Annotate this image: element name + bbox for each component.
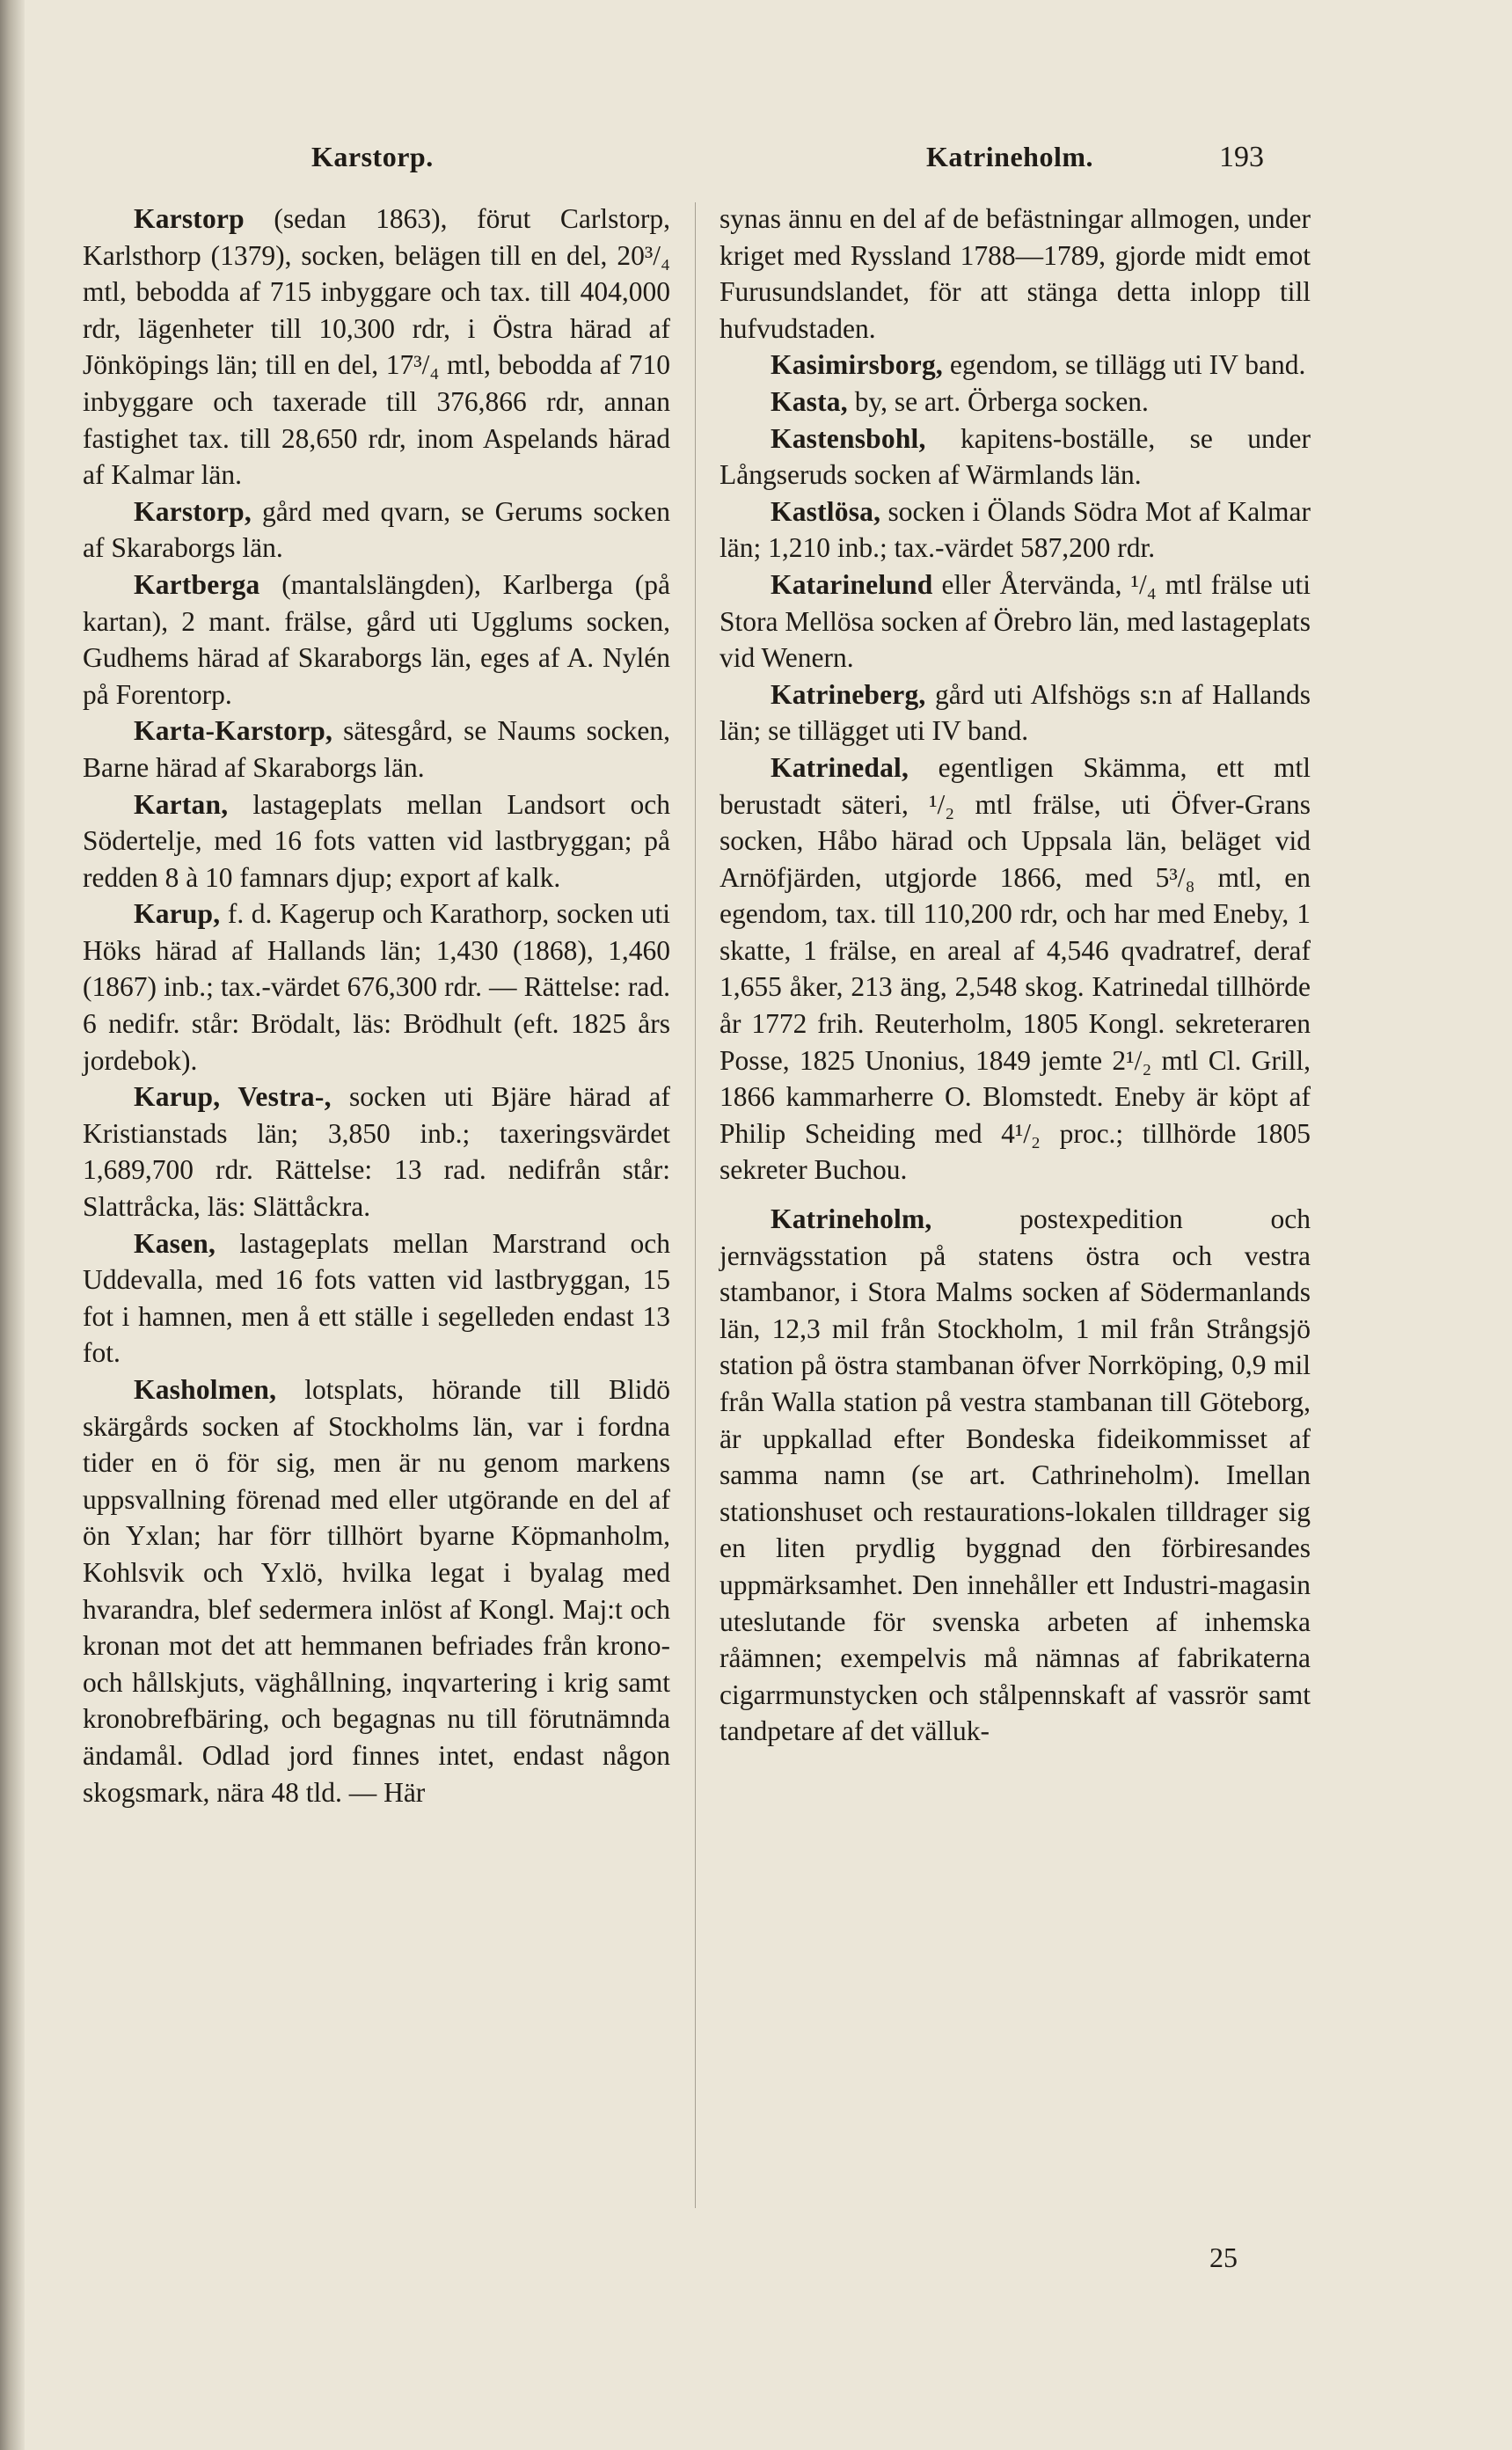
entry-kasen [83,1225,670,1371]
entry-karup [83,896,670,1079]
entry-headword: Kartan, [134,788,229,820]
header-left-keyword: Karstorp. [311,141,434,172]
entry-kasta [719,384,1311,421]
right-column [719,201,1311,1750]
entry-text: egendom, se tillägg uti IV band. [942,349,1306,381]
entry-headword: Kasta, [771,385,848,417]
entry-text: (mantalslängden), Karlberga (på kartan), 2 mant. frälse, gård uti Ugglums socken, Gudhems härad af Skaraborgs län, eges af A. Nylén på Forentorp. [83,568,670,710]
entry-headword: Katarinelund [771,568,933,600]
entry-text: lotsplats, hörande till Blidö skärgårds socken af Stockholms län, var i fordna tider en ö för sig, men är nu genom markens uppsvallning förenad med eller utgörande en del af ön Yxlan; har förr tillhört byarne Köpmanholm, Kohlsvik och Yxlö, hvilka legat i byalag med hvarandra, blef sedermera inlöst af Kongl. Maj:t och kronan mot det att hemmanen befriades från krono- och hållskjuts, väghållning, inqvartering i krig samt kronobrefbäring, och begagnas nu till förutnämnda ändamål. Odlad jord finnes intet, endast någon skogsmark, nära 48 tld. — Här [83,1374,670,1808]
entry-headword: Katrineberg, [771,678,926,710]
entry-kastlosa [719,494,1311,567]
entry-headword: Karup, [134,898,221,930]
entry-text: socken uti Bjäre härad af Kristianstads län; 3,850 inb.; taxeringsvärdet 1,689,700 rdr. Rättelse: 13 rad. nedifrån står: Slattråcka, läs: Slättåckra. [83,1081,670,1223]
entry-karstorp [83,201,670,494]
entry-kasholmen [83,1371,670,1810]
entry-headword: Kastensbohl, [771,422,926,454]
entry-headword: Kasen, [134,1227,216,1259]
entry-headword: Kasimirsborg, [771,349,943,381]
entry-katrineberg [719,676,1311,750]
entry-karup-vestra [83,1079,670,1225]
entry-headword: Katrineholm, [771,1203,932,1235]
left-column [83,201,670,1810]
column-divider [695,202,696,2208]
entry-text: synas ännu en del af de befästningar allmogen, under kriget med Ryssland 1788—1789, gjorde midt emot Furusundslandet, för att stänga detta inlopp till hufvudstaden. [719,203,1311,344]
entry-continuation [719,201,1311,347]
entry-text: lastageplats mellan Landsort och Södertelje, med 16 fots vatten vid lastbryggan; på redden 8 à 10 famnars djup; export af kalk. [83,788,670,893]
entry-text: gård med qvarn, se Gerums socken af Skaraborgs län. [83,495,670,564]
entry-text: gård uti Alfshögs s:n af Hallands län; se tillägget uti IV band. [719,678,1311,747]
entry-karstorp-gard [83,494,670,567]
entry-headword: Kastlösa, [771,495,881,527]
entry-headword: Karta-Karstorp, [134,715,333,747]
entry-text: postexpedition och jernvägsstation på statens östra och vestra stambanor, i Stora Malms socken af Södermanlands län, 12,3 mil från Stockholm, 1 mil från Strångsjö station på östra stambanan öfver Norrköping, 0,9 mil från Walla station på vestra stambanan till Göteborg, är uppkallad efter Bondeska fideikommisset af samma namn (se art. Cathrineholm). Imellan stationshuset och restaurations-lokalen tilldrager sig en liten prydlig byggnad den förbiresandes uppmärksamhet. Den innehåller ett Industri-magasin uteslutande för svenska arbeten af inhemska råämnen; exempelvis må nämnas af fabrikaterna cigarrmunstycken och stålpennskaft af vassrör samt tandpetare af det välluk- [719,1203,1311,1747]
entry-headword: Kasholmen, [134,1374,277,1405]
entry-text: sätesgård, se Naums socken, Barne härad af Skaraborgs län. [83,715,670,783]
entry-karta-karstorp [83,713,670,786]
entry-headword: Karstorp, [134,495,252,527]
signature-mark: 25 [1209,2242,1238,2273]
entry-kasimirsborg [719,347,1311,384]
page-binding-edge [0,0,25,2450]
entry-text: kapitens-boställe, se under Långseruds socken af Wärmlands län. [719,422,1311,491]
entry-headword: Katrinedal, [771,751,909,783]
entry-headword: Kartberga [134,568,260,600]
entry-katrinedal [719,750,1311,1188]
entry-katarinelund [719,567,1311,676]
header-right-keyword: Katrineholm. [926,141,1093,172]
entry-text: eller Återvända, ¹/₄ mtl frälse uti Stora Mellösa socken af Örebro län, med lastageplats vid Wenern. [719,568,1311,674]
entry-text: (sedan 1863), förut Carlstorp, Karlsthorp (1379), socken, belägen till en del, 20³/₄ mtl, bebodda af 715 inbyggare och tax. till 404,000 rdr, lägenheter till 10,300 rdr, i Östra härad af Jönköpings län; till en del, 17³/₄ mtl, bebodda af 710 inbyggare och taxerade till 376,866 rdr, annan fastighet tax. till 28,650 rdr, inom Aspelands härad af Kalmar län. [83,203,670,491]
entry-kartberga [83,567,670,713]
entry-kastensbohl [719,421,1311,494]
entry-text: f. d. Kagerup och Karathorp, socken uti Höks härad af Hallands län; 1,430 (1868), 1,460 (1867) inb.; tax.-värdet 676,300 rdr. — Rättelse: rad. 6 nedifr. står: Brödalt, läs: Brödhult (eft. 1825 års jordebok). [83,898,670,1076]
entry-katrineholm [719,1201,1311,1750]
entry-kartan [83,786,670,896]
page-number: 193 [1219,141,1264,173]
entry-text: socken i Ölands Södra Mot af Kalmar län; 1,210 inb.; tax.-värdet 587,200 rdr. [719,495,1311,564]
entry-text: by, se art. Örberga socken. [847,385,1149,417]
entry-headword: Karstorp [134,203,245,234]
entry-headword: Karup, Vestra-, [134,1081,332,1113]
running-header [84,141,1325,179]
entry-text: egentligen Skämma, ett mtl berustadt säteri, ¹/₂ mtl frälse, uti Öfver-Grans socken, Håbo härad och Uppsala län, beläget vid Arnöfjärden, utgjorde 1866, med 5³/₈ mtl, en egendom, tax. till 110,200 rdr, och har med Eneby, 1 skatte, 1 frälse, en areal af 4,546 qvadratref, deraf 1,655 åker, 213 äng, 2,548 skog. Katrinedal tillhörde år 1772 frih. Reuterholm, 1805 Kongl. sekreteraren Posse, 1825 Unonius, 1849 jemte 2¹/₂ mtl Cl. Grill, 1866 kammarherre O. Blomstedt. Eneby är köpt af Philip Scheiding med 4¹/₂ proc.; tillhörde 1805 sekreter Buchou. [719,751,1311,1186]
entry-text: lastageplats mellan Marstrand och Uddevalla, med 16 fots vatten vid lastbryggan, 15 fot i hamnen, men å ett ställe i segelleden endast 13 fot. [83,1227,670,1369]
